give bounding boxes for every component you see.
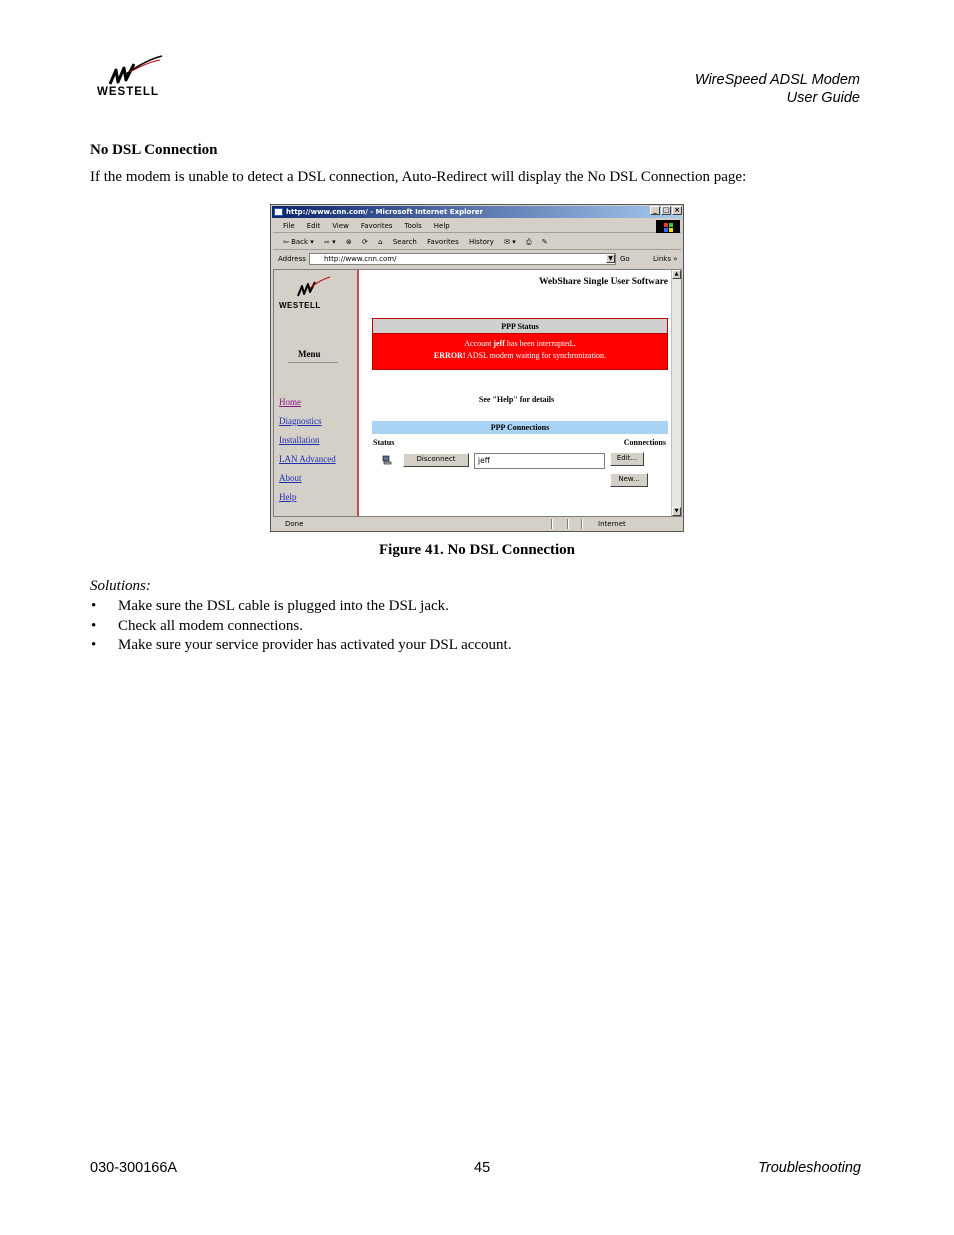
history-button: History (468, 238, 494, 246)
westell-sidebar (274, 270, 359, 516)
disconnect-button: Disconnect (403, 453, 469, 467)
browser-toolbar (273, 235, 681, 250)
address-label: Address (278, 255, 306, 263)
solutions-list (90, 597, 511, 656)
status-separator (551, 519, 553, 529)
search-button: Search (392, 238, 417, 246)
links-button: Links » (653, 255, 678, 263)
bullet-icon: • (91, 598, 97, 614)
error-text: ADSL modem waiting for synchronization. (465, 351, 607, 360)
stop-icon: ⊗ (345, 238, 352, 246)
list-item-text: Check all modem connections. (118, 617, 303, 634)
browser-viewport (273, 269, 682, 517)
footer-page-number: 45 (474, 1160, 491, 1176)
favorites-button: Favorites (427, 238, 459, 246)
document-title-line1: WireSpeed ADSL Modem (694, 72, 860, 88)
status-zone: Internet (598, 520, 626, 528)
go-button: Go (620, 255, 630, 263)
list-item (90, 636, 511, 656)
status-separator (581, 519, 583, 529)
connection-name-field: jeff (474, 453, 605, 469)
address-bar (273, 252, 681, 266)
intro-paragraph: If the modem is unable to detect a DSL connection, Auto-Redirect will display the No DSL Connection page: (90, 169, 747, 185)
ppp-status-box (372, 318, 668, 370)
forward-button: ⇨ ▾ (324, 238, 336, 246)
menu-view: View (332, 222, 349, 230)
ppp-connections-header: PPP Connections (372, 421, 668, 434)
edit-icon: ✎ (541, 238, 548, 246)
vertical-scrollbar (671, 270, 681, 516)
bullet-icon: • (91, 637, 97, 653)
footer-doc-number: 030-300166A (90, 1160, 178, 1176)
solutions-title: Solutions: (90, 578, 151, 594)
chevron-down-icon: ▼ (606, 254, 615, 263)
sidebar-wordmark: WESTELL (279, 301, 321, 310)
browser-status-bar (273, 518, 681, 530)
scroll-down-icon: ▼ (672, 507, 681, 516)
sidebar-menu-title: Menu (298, 349, 321, 359)
sidebar-link-diagnostics: Diagnostics (279, 416, 322, 426)
logo-wordmark: WESTELL (97, 86, 159, 98)
menu-edit: Edit (306, 222, 321, 230)
sidebar-link-lan-advanced: LAN Advanced (279, 454, 336, 464)
sidebar-westell-logo (292, 276, 332, 302)
webshare-main-panel (361, 270, 672, 516)
browser-window-title: http://www.cnn.com/ - Microsoft Internet Explorer (286, 208, 483, 216)
computer-icon (382, 455, 392, 465)
status-separator (567, 519, 569, 529)
scroll-up-icon: ▲ (672, 270, 681, 279)
account-prefix: Account (464, 339, 494, 348)
error-line (373, 350, 667, 362)
menu-tools: Tools (404, 222, 422, 230)
error-label: ERROR! (433, 351, 466, 360)
minimize-button: _ (650, 206, 660, 215)
status-done: Done (285, 520, 304, 528)
browser-title-bar (272, 206, 682, 218)
bullet-icon: • (91, 617, 97, 634)
refresh-icon: ⟳ (362, 238, 368, 246)
figure-caption: Figure 41. No DSL Connection (379, 542, 575, 558)
see-help-note: See "Help" for details (478, 395, 555, 404)
window-controls (650, 206, 682, 215)
maximize-button: □ (662, 206, 670, 214)
sidebar-link-about: About (279, 473, 302, 483)
list-item-text: Make sure your service provider has activated your DSL account. (118, 637, 512, 653)
status-column-label: Status (373, 438, 395, 447)
sidebar-link-help: Help (279, 492, 297, 502)
back-button: ⇦ Back ▾ (283, 238, 314, 246)
sidebar-link-home: Home (279, 397, 301, 407)
address-field: http://www.cnn.com/ (309, 253, 616, 265)
list-item-text: Make sure the DSL cable is plugged into the DSL jack. (118, 598, 449, 614)
list-item (90, 617, 511, 637)
ppp-status-header: PPP Status (373, 319, 667, 334)
account-suffix: has been interrupted.. (504, 339, 576, 348)
windows-logo-icon (656, 220, 680, 233)
edit-button: Edit... (610, 452, 644, 466)
sidebar-divider (288, 362, 338, 363)
footer-section: Troubleshooting (758, 1160, 861, 1176)
webshare-title: WebShare Single User Software (538, 277, 668, 287)
print-icon: ⎙ (525, 238, 532, 246)
menu-favorites: Favorites (360, 222, 393, 230)
ppp-status-message (373, 334, 667, 369)
list-item (90, 597, 511, 617)
account-interrupted-line (373, 338, 667, 350)
browser-screenshot (270, 204, 684, 532)
mail-icon: ✉ ▾ (504, 238, 516, 246)
document-title (695, 71, 860, 107)
browser-menu-bar (273, 220, 681, 233)
document-title-line2: User Guide (786, 90, 860, 106)
home-icon: ⌂ (378, 238, 383, 246)
ie-page-icon (274, 208, 283, 216)
menu-help: Help (433, 222, 450, 230)
menu-file: File (283, 222, 295, 230)
close-button: × (672, 206, 682, 215)
account-name: jeff (493, 339, 505, 348)
connections-column-label: Connections (623, 438, 666, 447)
new-button: New... (610, 473, 648, 487)
sidebar-link-installation: Installation (279, 435, 320, 445)
sidebar-links (279, 393, 336, 507)
section-title: No DSL Connection (90, 142, 218, 158)
